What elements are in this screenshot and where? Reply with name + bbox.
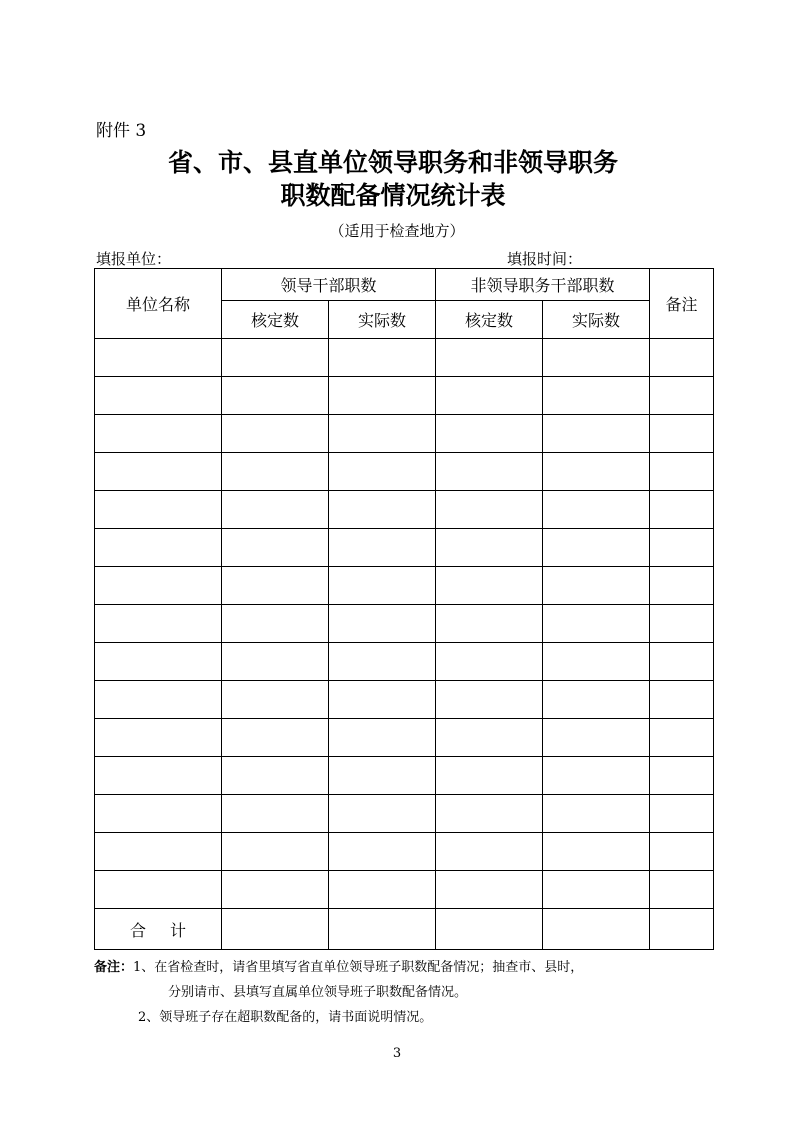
total-cell[interactable] bbox=[222, 909, 329, 950]
table-cell[interactable] bbox=[222, 605, 329, 643]
table-row bbox=[95, 833, 714, 871]
table-cell[interactable] bbox=[436, 681, 543, 719]
table-cell[interactable] bbox=[222, 757, 329, 795]
table-cell[interactable] bbox=[95, 339, 222, 377]
table-cell[interactable] bbox=[222, 795, 329, 833]
table-cell[interactable] bbox=[222, 377, 329, 415]
table-cell[interactable] bbox=[222, 643, 329, 681]
page-number: 3 bbox=[392, 1046, 402, 1061]
table-cell[interactable] bbox=[95, 757, 222, 795]
fill-time-label: 填报时间： bbox=[507, 250, 583, 268]
table-row bbox=[95, 681, 714, 719]
table-cell[interactable] bbox=[95, 605, 222, 643]
table-row bbox=[95, 643, 714, 681]
table-cell[interactable] bbox=[329, 605, 436, 643]
table-cell[interactable] bbox=[222, 833, 329, 871]
table-cell[interactable] bbox=[543, 339, 650, 377]
table-body bbox=[95, 339, 714, 909]
table-cell[interactable] bbox=[650, 681, 714, 719]
table-cell[interactable] bbox=[650, 833, 714, 871]
header-leader-group: 领导干部职数 bbox=[222, 269, 436, 301]
total-cell[interactable] bbox=[436, 909, 543, 950]
table-cell[interactable] bbox=[436, 339, 543, 377]
table-cell[interactable] bbox=[436, 719, 543, 757]
table-cell[interactable] bbox=[543, 567, 650, 605]
table-row bbox=[95, 529, 714, 567]
table-cell[interactable] bbox=[543, 529, 650, 567]
table-cell[interactable] bbox=[95, 871, 222, 909]
table-cell[interactable] bbox=[222, 453, 329, 491]
table-cell[interactable] bbox=[329, 415, 436, 453]
header-leader-approved: 核定数 bbox=[222, 301, 329, 339]
fill-unit-row bbox=[96, 248, 331, 269]
table-row bbox=[95, 795, 714, 833]
table-row bbox=[95, 567, 714, 605]
fill-unit-label: 填报单位： bbox=[96, 250, 172, 268]
table-cell[interactable] bbox=[329, 719, 436, 757]
note-line-3: 2、领导班子存在超职数配备的，请书面说明情况。 bbox=[138, 1010, 433, 1025]
table-cell[interactable] bbox=[222, 415, 329, 453]
notes-label: 备注： bbox=[94, 960, 134, 975]
table-cell[interactable] bbox=[543, 795, 650, 833]
table-row bbox=[95, 719, 714, 757]
table-cell[interactable] bbox=[650, 605, 714, 643]
total-row bbox=[95, 909, 714, 950]
table-cell[interactable] bbox=[436, 491, 543, 529]
table-cell[interactable] bbox=[436, 757, 543, 795]
table-cell[interactable] bbox=[436, 453, 543, 491]
table-cell[interactable] bbox=[436, 795, 543, 833]
table-cell[interactable] bbox=[436, 833, 543, 871]
table-cell[interactable] bbox=[329, 871, 436, 909]
table-cell[interactable] bbox=[543, 681, 650, 719]
table-cell[interactable] bbox=[95, 681, 222, 719]
table-row bbox=[95, 871, 714, 909]
header-nonleader-group: 非领导职务干部职数 bbox=[436, 269, 650, 301]
table-row bbox=[95, 757, 714, 795]
note-line-1 bbox=[94, 955, 583, 980]
table-cell[interactable] bbox=[95, 567, 222, 605]
table-cell[interactable] bbox=[650, 415, 714, 453]
table-row bbox=[95, 491, 714, 529]
table-row bbox=[95, 339, 714, 377]
table-cell[interactable] bbox=[436, 415, 543, 453]
table-cell[interactable] bbox=[329, 643, 436, 681]
table-cell[interactable] bbox=[543, 719, 650, 757]
table-cell[interactable] bbox=[222, 529, 329, 567]
header-leader-actual: 实际数 bbox=[329, 301, 436, 339]
table-cell[interactable] bbox=[222, 567, 329, 605]
table-cell[interactable] bbox=[95, 377, 222, 415]
header-nonleader-approved: 核定数 bbox=[436, 301, 543, 339]
table-row bbox=[95, 605, 714, 643]
table-cell[interactable] bbox=[95, 529, 222, 567]
table-cell[interactable] bbox=[436, 871, 543, 909]
fill-time-row bbox=[507, 248, 678, 269]
total-cell[interactable] bbox=[650, 909, 714, 950]
table-cell[interactable] bbox=[650, 377, 714, 415]
table-cell[interactable] bbox=[436, 567, 543, 605]
table-row bbox=[95, 415, 714, 453]
table-cell[interactable] bbox=[329, 833, 436, 871]
table-cell[interactable] bbox=[95, 795, 222, 833]
total-label-cell bbox=[95, 909, 222, 950]
table-cell[interactable] bbox=[95, 453, 222, 491]
table-cell[interactable] bbox=[543, 757, 650, 795]
header-unit-name: 单位名称 bbox=[95, 269, 222, 339]
table-row bbox=[95, 377, 714, 415]
table-cell[interactable] bbox=[329, 757, 436, 795]
header-row-1 bbox=[95, 269, 714, 301]
table-cell[interactable] bbox=[95, 415, 222, 453]
notes-block bbox=[94, 955, 583, 1030]
total-cell[interactable] bbox=[543, 909, 650, 950]
table-cell[interactable] bbox=[95, 643, 222, 681]
table-cell[interactable] bbox=[650, 491, 714, 529]
table-cell[interactable] bbox=[650, 643, 714, 681]
table-cell[interactable] bbox=[543, 491, 650, 529]
attachment-label: 附件 3 bbox=[96, 121, 147, 141]
header-remarks: 备注 bbox=[650, 269, 714, 339]
total-cell[interactable] bbox=[329, 909, 436, 950]
table-cell[interactable] bbox=[543, 833, 650, 871]
table-cell[interactable] bbox=[436, 377, 543, 415]
table-cell[interactable] bbox=[222, 719, 329, 757]
fill-time-blank bbox=[582, 252, 678, 269]
header-nonleader-actual: 实际数 bbox=[543, 301, 650, 339]
table-cell[interactable] bbox=[329, 567, 436, 605]
table-cell[interactable] bbox=[329, 681, 436, 719]
table-cell[interactable] bbox=[543, 605, 650, 643]
statistics-table bbox=[94, 268, 714, 950]
table-cell[interactable] bbox=[329, 377, 436, 415]
table-cell[interactable] bbox=[222, 339, 329, 377]
table-cell[interactable] bbox=[543, 643, 650, 681]
table-cell[interactable] bbox=[329, 795, 436, 833]
note-text-1: 1、在省检查时，请省里填写省直单位领导班子职数配备情况；抽查市、县时， bbox=[133, 960, 584, 975]
table-cell[interactable] bbox=[543, 871, 650, 909]
table-cell[interactable] bbox=[95, 491, 222, 529]
table-cell[interactable] bbox=[329, 491, 436, 529]
table-cell[interactable] bbox=[543, 415, 650, 453]
table-cell[interactable] bbox=[222, 491, 329, 529]
table-cell[interactable] bbox=[436, 605, 543, 643]
table-cell[interactable] bbox=[543, 377, 650, 415]
table-cell[interactable] bbox=[650, 339, 714, 377]
table-cell[interactable] bbox=[650, 757, 714, 795]
table-cell[interactable] bbox=[650, 529, 714, 567]
table-cell[interactable] bbox=[95, 833, 222, 871]
table-cell[interactable] bbox=[95, 719, 222, 757]
table-cell[interactable] bbox=[222, 871, 329, 909]
table-cell[interactable] bbox=[650, 453, 714, 491]
table-cell[interactable] bbox=[222, 681, 329, 719]
document-title-line1: 省、市、县直单位领导职务和非领导职务 bbox=[167, 148, 618, 177]
table-cell[interactable] bbox=[650, 567, 714, 605]
table-cell[interactable] bbox=[650, 871, 714, 909]
table-row bbox=[95, 453, 714, 491]
total-label: 合计 bbox=[129, 920, 210, 940]
note-line-2: 分别请市、县填写直属单位领导班子职数配备情况。 bbox=[168, 985, 468, 1000]
table-cell[interactable] bbox=[329, 453, 436, 491]
table-cell[interactable] bbox=[329, 529, 436, 567]
table-cell[interactable] bbox=[650, 795, 714, 833]
table-cell[interactable] bbox=[329, 339, 436, 377]
table-cell[interactable] bbox=[543, 453, 650, 491]
table-cell[interactable] bbox=[436, 643, 543, 681]
document-subtitle: （适用于检查地方） bbox=[329, 222, 465, 240]
fill-unit-blank bbox=[171, 252, 331, 269]
table-cell[interactable] bbox=[650, 719, 714, 757]
document-title-line2: 职数配备情况统计表 bbox=[280, 181, 506, 210]
table-cell[interactable] bbox=[436, 529, 543, 567]
